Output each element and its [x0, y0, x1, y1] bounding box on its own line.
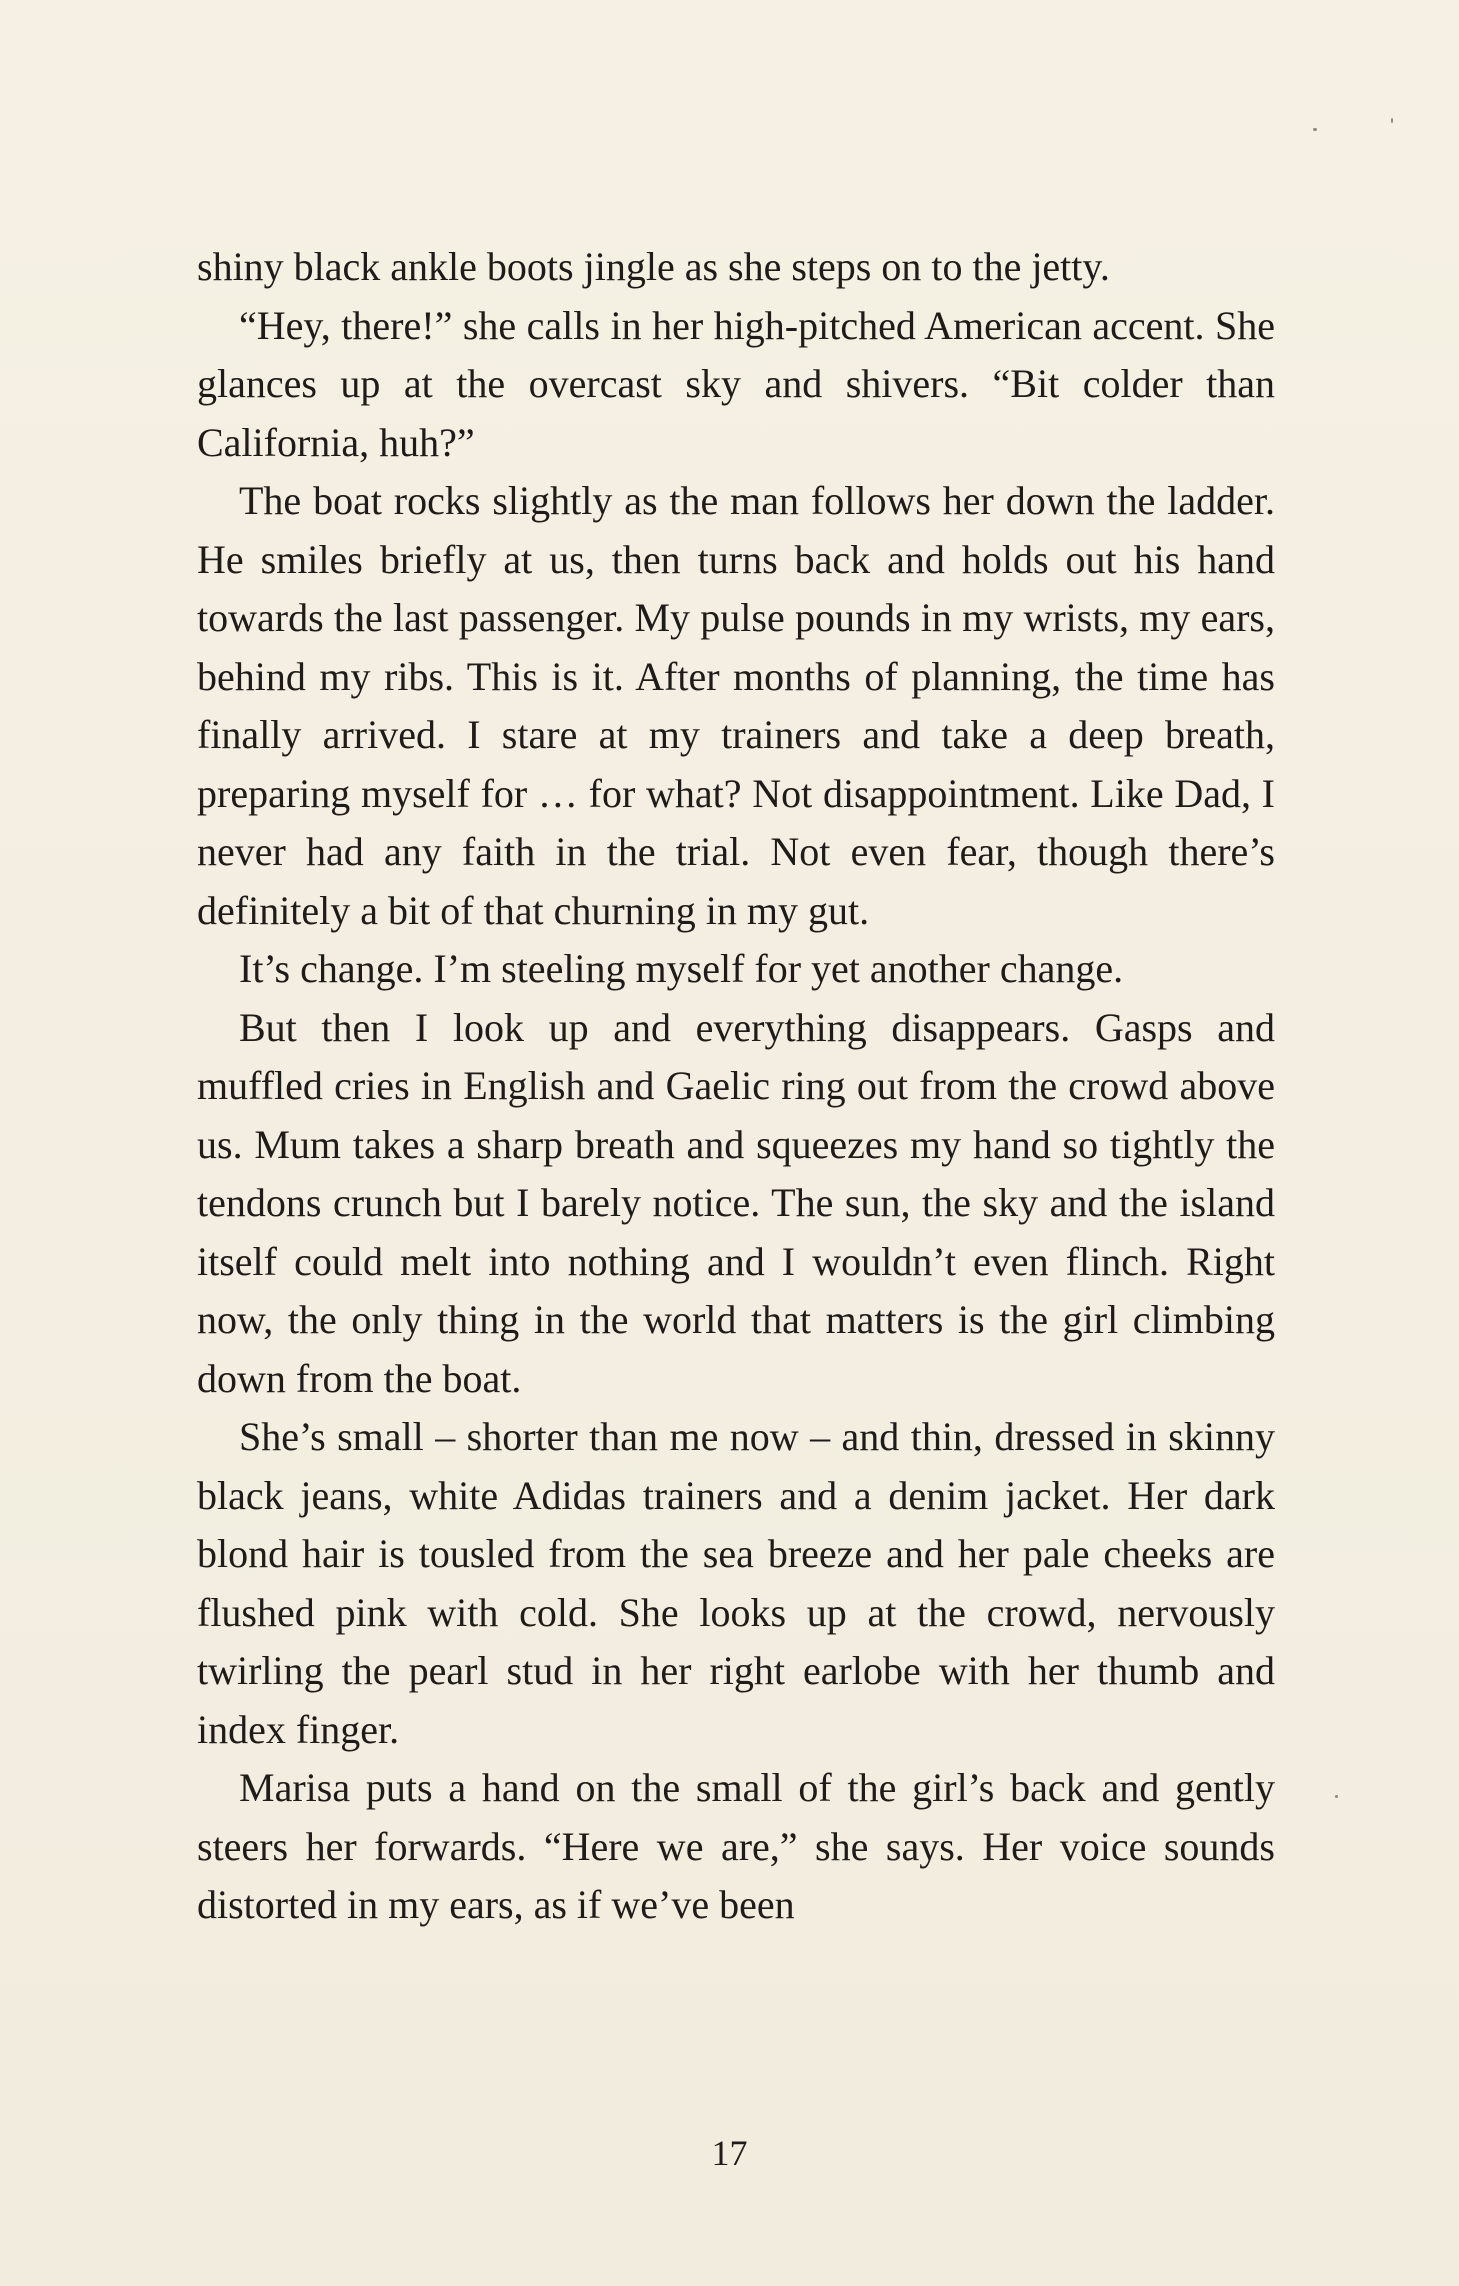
paper-speck: [1335, 1795, 1338, 1798]
paper-speck: [1313, 128, 1317, 131]
paragraph: The boat rocks slightly as the man follows her down the ladder. He smiles briefly at us, then turns back and holds out his hand towards the last passenger. My pulse pounds in my wrists, my ears, behind my ribs. This is it. After months of planning, the time has finally arrived. I stare at my trainers and take a deep breath, preparing myself for … for what? Not disappointment. Like Dad, I never had any faith in the trial. Not even fear, though there’s definitely a bit of that churning in my gut.: [197, 478, 1275, 933]
page-number: 17: [711, 2133, 748, 2173]
paragraph: But then I look up and everything disappears. Gasps and muffled cries in English and Gaelic ring out from the crowd above us. Mum takes a sharp breath and squeezes my hand so tightly the tendons crunch but I barely notice. The sun, the sky and the island itself could melt into nothing and I wouldn’t even flinch. Right now, the only thing in the world that matters is the girl climbing down from the boat.: [197, 1004, 1275, 1401]
paragraph: Marisa puts a hand on the small of the girl’s back and gently steers her forwards. “Here we are,” she says. Her voice sounds distorted in my ears, as if we’ve been: [197, 1765, 1275, 1927]
paragraph: shiny black ankle boots jingle as she steps on to the jetty.: [197, 244, 1110, 289]
body-text: [197, 238, 1275, 1935]
paragraph: She’s small – shorter than me now – and thin, dressed in skinny black jeans, white Adidas trainers and a denim jacket. Her dark blond hair is tousled from the sea breeze and her pale cheeks are flushed pink with cold. She looks up at the crowd, nervously twirling the pearl stud in her right earlobe with her thumb and index finger.: [197, 1414, 1275, 1752]
paragraph: “Hey, there!” she calls in her high-pitched American accent. She glances up at the overcast sky and shivers. “Bit colder than California, huh?”: [197, 302, 1275, 465]
paper-speck: [1391, 118, 1393, 123]
paragraph: It’s change. I’m steeling myself for yet another change.: [239, 946, 1124, 991]
